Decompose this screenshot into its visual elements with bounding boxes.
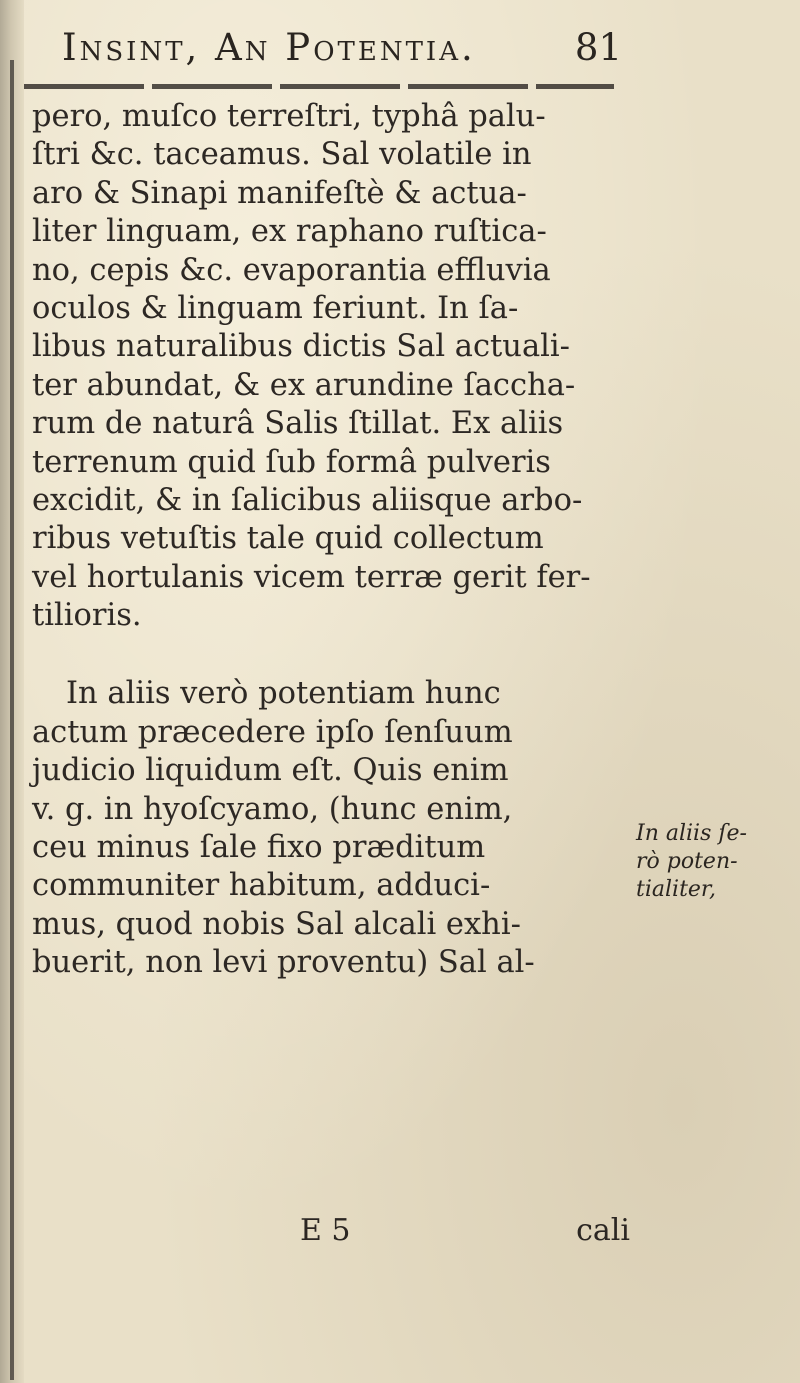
catchword: cali [576,1213,630,1248]
text-line: pero, muſco terreſtri, typhâ palu- [32,99,546,134]
text-line: oculos & linguam feriunt. In ſa- [32,290,519,326]
header-rule [24,84,614,89]
text-line: judicio liquidum eſt. Quis enim [32,753,509,789]
marginal-note-line: In aliis ſe- [636,821,747,846]
text-line: ſtri &c. taceamus. Sal volatile in [32,137,532,173]
text-line: ceu minus ſale fixo præditum [32,830,486,866]
text-line: liter linguam, ex raphano ruſtica- [32,214,547,250]
text-line: ter abundat, & ex arundine ſaccha- [32,367,576,403]
text-line: communiter habitum, adduci- [32,868,491,904]
binding-edge [10,60,14,1380]
text-line: v. g. in hyoſcyamo, (hunc enim, [32,791,513,827]
text-line: In aliis verò potentiam hunc [66,676,501,712]
text-line: libus naturalibus dictis Sal actuali- [32,329,570,365]
text-line: vel hortulanis vicem terræ gerit fer- [32,559,591,595]
marginal-note [636,820,796,904]
text-line: no, cepis &c. evaporantia effluvia [32,252,551,288]
text-line: aro & Sinapi manifeſtè & actua- [32,175,527,211]
page-number: 81 [574,26,622,69]
text-line: tilioris. [32,598,142,634]
text-line: ribus vetuſtis tale quid collectum [32,521,544,557]
marginal-note-line: tialiter, [636,877,717,902]
text-line: terrenum quid ſub formâ pulveris [32,444,551,480]
main-text [32,98,632,983]
text-line: rum de naturâ Salis ſtillat. Ex aliis [32,406,564,442]
page-footer [300,1213,630,1253]
text-line: excidit, & in ſalicibus aliisque arbo- [32,482,583,518]
page-header [62,18,622,74]
text-line: actum præcedere ipſo ſenſuum [32,714,513,750]
marginal-note-line: rò poten- [636,849,738,874]
signature-mark: E 5 [300,1213,351,1248]
running-head: Insint, An Potentia. [62,26,476,69]
paragraph-gap [32,635,632,675]
text-line: mus, quod nobis Sal alcali exhi- [32,906,521,942]
text-line: buerit, non levi proventu) Sal al- [32,945,535,981]
